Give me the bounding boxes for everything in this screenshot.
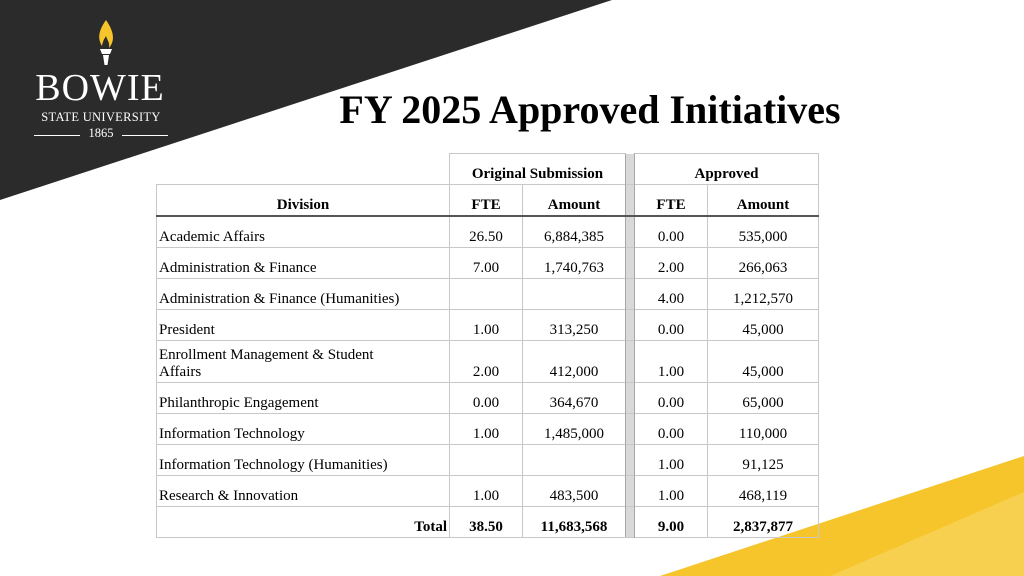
- amount-original-cell: 412,000: [523, 341, 626, 383]
- total-fte-approved: 9.00: [635, 507, 708, 538]
- group-header-row: [157, 154, 819, 185]
- amount-original-cell: [523, 279, 626, 310]
- fte-original-cell: 2.00: [450, 341, 523, 383]
- division-cell: Information Technology: [157, 414, 450, 445]
- logo-wordmark: BOWIE: [35, 67, 165, 109]
- column-separator: [626, 310, 635, 341]
- fte-approved-cell: 0.00: [635, 383, 708, 414]
- group-header-original: Original Submission: [450, 154, 626, 185]
- column-separator: [626, 154, 635, 185]
- total-label: Total: [157, 507, 450, 538]
- logo-year: 1865: [88, 126, 114, 140]
- column-separator: [626, 341, 635, 383]
- fte-original-cell: 1.00: [450, 310, 523, 341]
- table-row: [157, 341, 819, 383]
- amount-original-cell: 483,500: [523, 476, 626, 507]
- amount-approved-cell: 110,000: [708, 414, 819, 445]
- amount-original-cell: 364,670: [523, 383, 626, 414]
- group-header-approved: Approved: [635, 154, 819, 185]
- fte-approved-cell: 0.00: [635, 414, 708, 445]
- column-header-amount-original: Amount: [523, 185, 626, 217]
- total-amount-approved: 2,837,877: [708, 507, 819, 538]
- total-fte-original: 38.50: [450, 507, 523, 538]
- table-row: [157, 279, 819, 310]
- fte-approved-cell: 4.00: [635, 279, 708, 310]
- division-cell: [157, 341, 450, 383]
- fte-approved-cell: 1.00: [635, 445, 708, 476]
- table-row: [157, 216, 819, 248]
- column-separator: [626, 507, 635, 538]
- university-logo: [22, 18, 182, 148]
- logo-year-row: [28, 126, 174, 144]
- table-row: [157, 383, 819, 414]
- column-header-row: [157, 185, 819, 217]
- column-separator: [626, 414, 635, 445]
- amount-original-cell: 313,250: [523, 310, 626, 341]
- amount-approved-cell: 1,212,570: [708, 279, 819, 310]
- division-cell: Information Technology (Humanities): [157, 445, 450, 476]
- division-cell: Academic Affairs: [157, 216, 450, 248]
- fte-approved-cell: 1.00: [635, 476, 708, 507]
- column-header-amount-approved: Amount: [708, 185, 819, 217]
- column-separator: [626, 279, 635, 310]
- column-separator: [626, 383, 635, 414]
- fte-approved-cell: 1.00: [635, 341, 708, 383]
- fte-original-cell: [450, 445, 523, 476]
- division-cell: Administration & Finance (Humanities): [157, 279, 450, 310]
- amount-approved-cell: 468,119: [708, 476, 819, 507]
- amount-approved-cell: 45,000: [708, 341, 819, 383]
- division-line-1: Enrollment Management & Student: [159, 347, 374, 363]
- torch-flame-icon: [93, 18, 119, 66]
- fte-approved-cell: 0.00: [635, 310, 708, 341]
- column-header-division: Division: [157, 185, 450, 217]
- column-separator: [626, 185, 635, 217]
- table-row: [157, 414, 819, 445]
- column-header-fte-original: FTE: [450, 185, 523, 217]
- column-separator: [626, 476, 635, 507]
- fte-approved-cell: 0.00: [635, 216, 708, 248]
- total-amount-original: 11,683,568: [523, 507, 626, 538]
- table-row: [157, 310, 819, 341]
- initiatives-table: [156, 153, 819, 538]
- amount-original-cell: 1,485,000: [523, 414, 626, 445]
- fte-original-cell: 26.50: [450, 216, 523, 248]
- logo-subtitle: STATE UNIVERSITY: [41, 110, 161, 124]
- amount-approved-cell: 266,063: [708, 248, 819, 279]
- fte-original-cell: 1.00: [450, 414, 523, 445]
- table-row: [157, 476, 819, 507]
- amount-approved-cell: 65,000: [708, 383, 819, 414]
- column-separator: [626, 445, 635, 476]
- division-line-2: Affairs: [159, 364, 202, 380]
- amount-approved-cell: 45,000: [708, 310, 819, 341]
- column-header-fte-approved: FTE: [635, 185, 708, 217]
- fte-original-cell: 7.00: [450, 248, 523, 279]
- table-row: [157, 445, 819, 476]
- logo-rule-right: [122, 135, 168, 136]
- amount-approved-cell: 91,125: [708, 445, 819, 476]
- fte-original-cell: 1.00: [450, 476, 523, 507]
- division-cell: President: [157, 310, 450, 341]
- amount-original-cell: 6,884,385: [523, 216, 626, 248]
- fte-original-cell: [450, 279, 523, 310]
- total-row: [157, 507, 819, 538]
- page-title: FY 2025 Approved Initiatives: [339, 87, 841, 132]
- table-row: [157, 248, 819, 279]
- group-header-blank: [157, 154, 450, 185]
- amount-original-cell: [523, 445, 626, 476]
- column-separator: [626, 248, 635, 279]
- fte-approved-cell: 2.00: [635, 248, 708, 279]
- column-separator: [626, 216, 635, 248]
- division-cell: Research & Innovation: [157, 476, 450, 507]
- amount-approved-cell: 535,000: [708, 216, 819, 248]
- fte-original-cell: 0.00: [450, 383, 523, 414]
- division-cell: Philanthropic Engagement: [157, 383, 450, 414]
- amount-original-cell: 1,740,763: [523, 248, 626, 279]
- division-cell: Administration & Finance: [157, 248, 450, 279]
